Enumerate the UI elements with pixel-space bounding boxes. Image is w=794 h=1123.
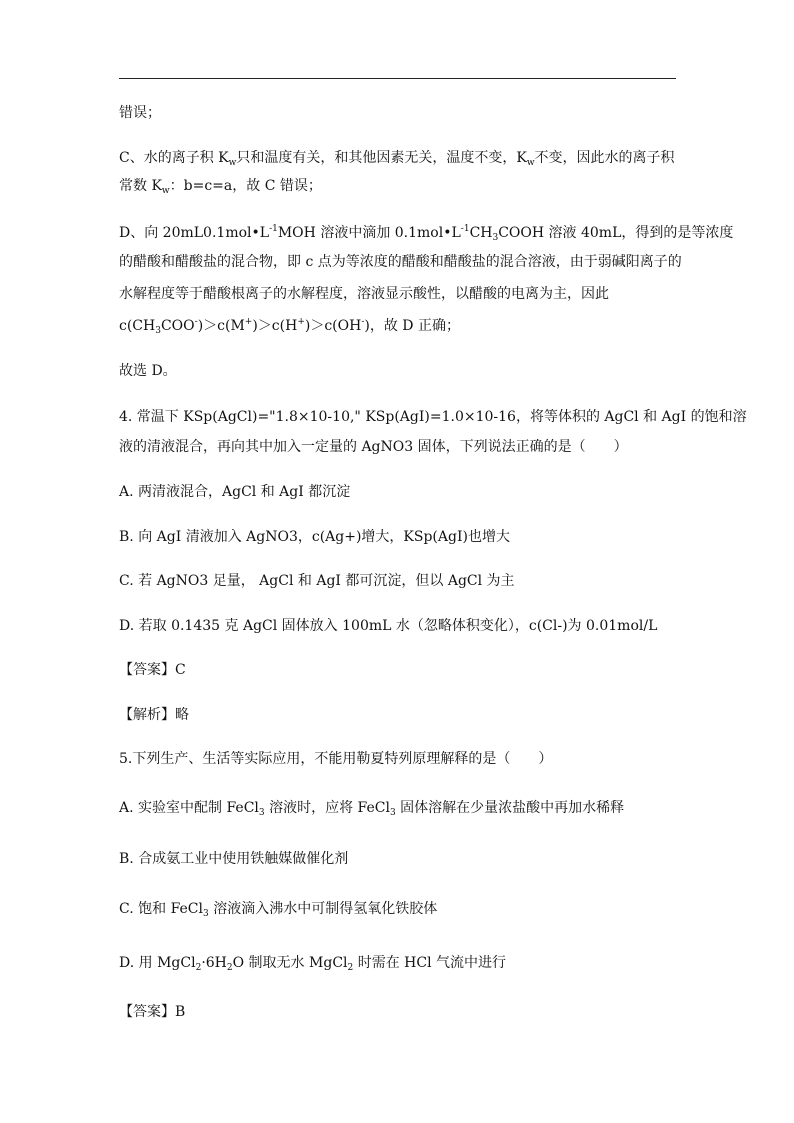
text: 常数 K: [119, 178, 162, 194]
option-c-line-2: [119, 177, 322, 195]
text: C. 若 AgNO3 足量， AgCl 和 AgI 都可沉淀，但以 AgCl 为主: [119, 573, 515, 589]
text: 故选 D。: [119, 363, 177, 379]
text: 4. 常温下 KSp(AgCl)="1.8×10-10," KSp(AgI)=1.0×10-16，将等体积的 AgCl 和 AgI 的饱和溶: [119, 409, 747, 425]
superscript: -: [361, 317, 365, 327]
header-rule: [119, 78, 676, 79]
question-4-line-1: [119, 408, 747, 426]
text: 液的清液混合，再向其中加入一定量的 AgNO3 固体，下列说法正确的是（ ）: [119, 439, 628, 455]
text: )，故 D 正确；: [364, 318, 460, 334]
text: B. 向 AgI 清液加入 AgNO3，c(Ag+)增大，KSp(AgI)也增大: [119, 529, 510, 545]
text: 的醋酸和醋酸盐的混合物，即 c 点为等浓度的醋酸和醋酸盐的混合溶液，由于弱碱阳离子的: [119, 254, 682, 270]
superscript: +: [297, 317, 305, 327]
text: 不变，因此水的离子积: [534, 150, 675, 166]
question-5: [119, 750, 552, 768]
question-4-option-c: [119, 572, 515, 590]
subscript: 2: [195, 963, 202, 973]
question-5-option-a: [119, 799, 624, 817]
text: D、向 20mL0.1mol•L: [119, 225, 270, 241]
text: 【答案】C: [119, 662, 186, 678]
text: )＞c(H: [252, 318, 298, 334]
text: 制取无水: [244, 955, 310, 971]
option-d-line-2: [119, 253, 682, 271]
text: A. 实验室中配制: [119, 800, 227, 816]
text: 固体溶解在少量浓盐酸中再加水稀释: [395, 800, 625, 816]
subscript: w: [161, 186, 170, 196]
text: C、水的离子积 K: [119, 150, 229, 166]
text: CH: [469, 225, 493, 241]
subscript: w: [228, 158, 237, 168]
superscript: -1: [460, 224, 470, 234]
option-d-line-4: [119, 317, 460, 335]
subscript: 3: [258, 808, 265, 818]
superscript: +: [244, 317, 253, 327]
subscript: 3: [389, 808, 396, 818]
question-4-explanation: [119, 706, 189, 724]
answer-choice-line: [119, 362, 177, 380]
text: 气流中进行: [431, 955, 507, 971]
formula: MgCl: [157, 955, 196, 971]
question-5-option-d: [119, 954, 506, 972]
text: 5.下列生产、生活等实际应用，不能用勒夏特列原理解释的是（ ）: [119, 751, 553, 767]
text: 【答案】B: [119, 1004, 186, 1020]
question-4-answer: [119, 661, 186, 679]
text: 【解析】略: [119, 707, 189, 723]
subscript: 3: [155, 326, 161, 336]
text: A. 两清液混合，AgCl 和 AgI 都沉淀: [119, 484, 351, 500]
text-line: [119, 104, 161, 122]
text: )＞c(M: [197, 318, 245, 334]
superscript: -1: [269, 224, 278, 234]
subscript: w: [526, 158, 535, 168]
text: 只和温度有关，和其他因素无关，温度不变，K: [236, 150, 527, 166]
text: )＞c(OH: [304, 318, 362, 334]
formula: HCl: [404, 955, 432, 971]
question-5-option-b: [119, 850, 348, 868]
text: 时需在: [353, 955, 405, 971]
superscript: -: [194, 317, 198, 327]
text: MOH 溶液中滴加 0.1mol•L: [277, 225, 461, 241]
formula: FeCl: [170, 901, 204, 917]
formula: O: [232, 955, 245, 971]
subscript: 3: [203, 909, 209, 919]
formula: ·6H: [201, 955, 227, 971]
question-4-option-b: [119, 528, 510, 546]
option-d-line-1: [119, 224, 733, 242]
text: 水解程度等于醋酸根离子的水解程度，溶液显示酸性，以醋酸的电离为主，因此: [119, 286, 609, 302]
subscript: 2: [226, 963, 233, 973]
question-4-line-2: [119, 438, 628, 456]
question-5-answer: [119, 1003, 185, 1021]
text: c(CH: [119, 318, 156, 334]
subscript: 2: [347, 963, 354, 973]
text: COO: [160, 318, 195, 334]
text: D. 若取 0.1435 克 AgCl 固体放入 100mL 水（忽略体积变化），c(Cl-)为 0.01mol/L: [119, 618, 658, 634]
question-4-option-d: [119, 617, 657, 635]
question-4-option-a: [119, 483, 350, 501]
text: COOH 溶液 40mL，得到的是等浓度: [498, 225, 734, 241]
text: C. 饱和: [119, 901, 171, 917]
text: D. 用: [119, 955, 158, 971]
formula: FeCl: [226, 800, 259, 816]
option-d-line-3: [119, 285, 609, 303]
text: B. 合成氨工业中使用铁触媒做催化剂: [119, 851, 349, 867]
formula: MgCl: [309, 955, 348, 971]
option-c-line-1: [119, 149, 675, 167]
subscript: 3: [492, 233, 499, 243]
text: 溶液滴入沸水中可制得氢氧化铁胶体: [208, 901, 438, 917]
text: 错误；: [119, 105, 161, 121]
text: ：b=c=a，故 C 错误；: [169, 178, 322, 194]
text: 溶液时，应将: [264, 800, 358, 816]
formula: FeCl: [357, 800, 390, 816]
question-5-option-c: [119, 900, 437, 918]
